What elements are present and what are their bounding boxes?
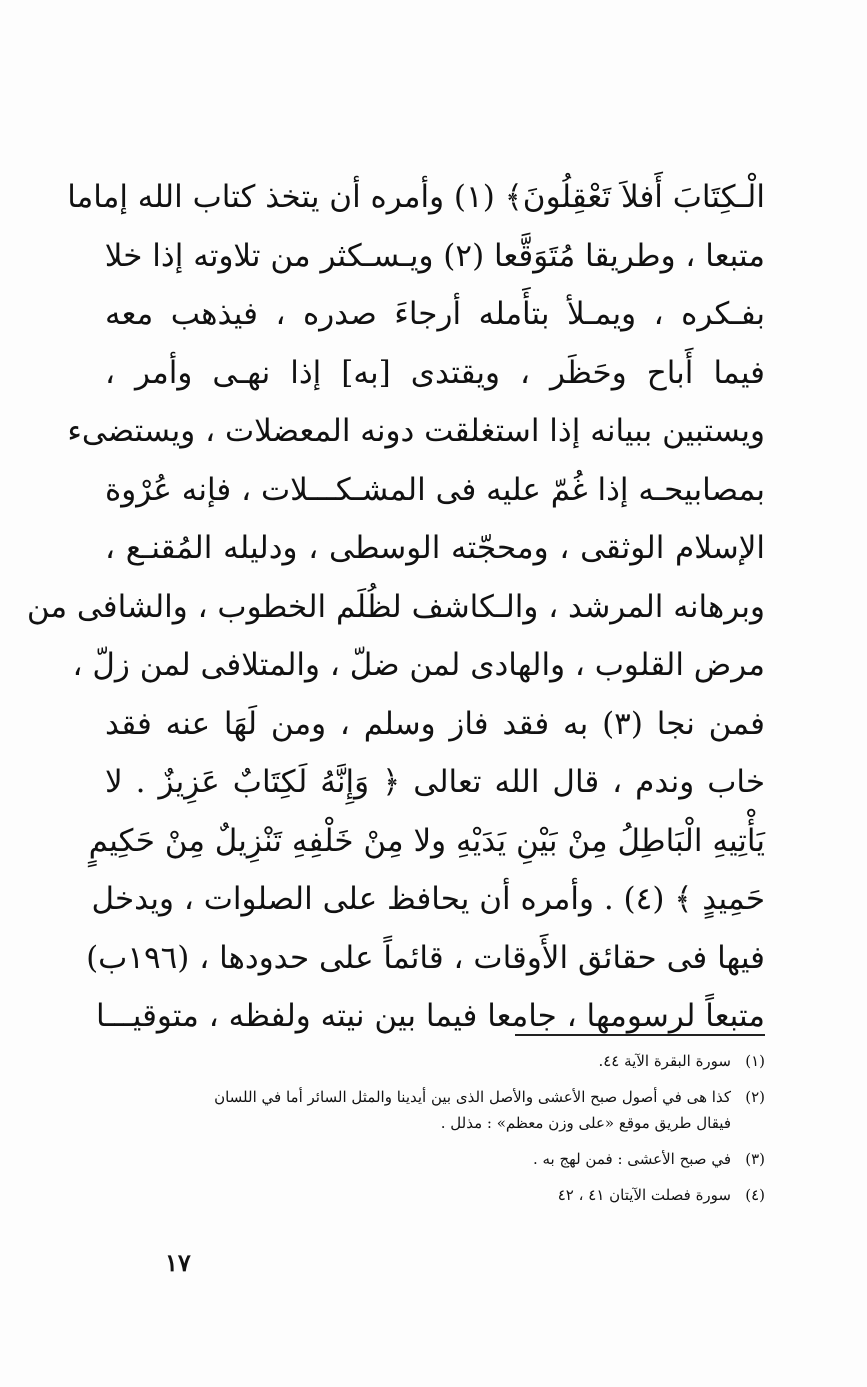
text-line: متبعاً لرسومها ، جامعا فيما بين نيته ولفظه ، متوقيـــا [96,998,765,1034]
footnote-number: (٣) [745,1150,765,1168]
footnote-1 [105,1048,765,1074]
footnote-text [105,1084,731,1136]
footnote-number: (١) [745,1052,765,1070]
footnote-number: (٢) [745,1088,765,1106]
footnote-text [105,1146,731,1172]
footnote-number: (٤) [745,1186,765,1204]
text-line: الْـكِتَابَ أَفلاَ تَعْقِلُونَ﴾ (١) وأمره أن يتخذ كتاب الله إماما [67,179,765,215]
text-line: فيها فى حقائق الأَوقات ، قائماً على حدودها ، (١٩٦ب) [86,939,765,976]
footnote-2 [105,1084,765,1136]
footnote-text [105,1182,731,1208]
text-line: فمن نجا (٣) به فقد فاز وسلم ، ومن لَهَا عنه فقد [105,705,765,742]
page-number: ١٧ [165,1248,191,1277]
footnote-line: سورة فصلت الآيتان ٤١ ، ٤٢ [557,1186,731,1204]
text-line: خاب وندم ، قال الله تعالى ﴿ وَإِنَّهُ لَكِتَابٌ عَزِيزٌ . لا [105,764,765,800]
footnote-divider [515,1034,765,1036]
footnote-3 [105,1146,765,1172]
text-line: بمصابيحـه إذا غُمّ عليه فى المشـكـــلات ، فإنه عُرْوة [105,471,765,508]
footnote-line: كذا هى في أصول صبح الأعشى والأصل الذى بين أيدينا والمثل السائر أما في اللسان [214,1088,731,1106]
text-line: يَأْتِيهِ الْبَاطِلُ مِنْ بَيْنِ يَدَيْهِ ولا مِنْ خَلْفِهِ تَنْزِيلٌ مِنْ حَكِيمٍ [88,822,765,859]
footnote-4 [105,1182,765,1208]
main-text-block [26,168,765,1046]
text-line: مرض القلوب ، والهادى لمن ضلّ ، والمتلافى لمن زلّ ، [72,647,765,683]
text-line: فيما أَباح وحَظَر ، ويقتدى [به] إذا نهـى وأمر ، [105,354,765,391]
footnote-line: سورة البقرة الآية ٤٤. [598,1052,731,1070]
text-line: متبعا ، وطريقا مُتَوَقَّعا (٢) ويـسـكثر من تلاوته إذا خلا [104,237,765,274]
text-line: بفـكره ، ويمـلأ بتأَمله أرجاءَ صدره ، فيذهب معه [105,296,765,332]
footnote-line: في صبح الأعشى : فمن لهج به . [532,1150,731,1168]
footnotes-block [105,1048,765,1218]
text-line: حَمِيدٍ ﴾ (٤) . وأمره أن يحافظ على الصلوات ، ويدخل [91,881,765,917]
text-line: ويستبين ببيانه إذا استغلقت دونه المعضلات ، ويستضىء [67,413,765,449]
text-line: وبرهانه المرشد ، والـكاشف لظُلَم الخطوب ، والشافى من [26,588,765,625]
footnote-line: فيقال طريق موقع «على وزن معظم» : مذلل . [440,1114,731,1132]
footnote-text [105,1048,731,1074]
text-line: الإسلام الوثقى ، ومحجّته الوسطى ، ودليله المُقنـع ، [105,530,765,566]
